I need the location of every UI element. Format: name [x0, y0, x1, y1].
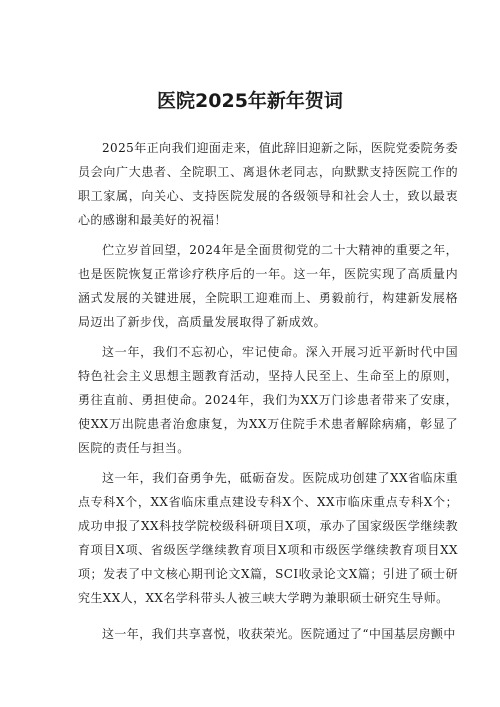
- paragraph-achievements: 这一年，我们奋勇争先，砥砺奋发。医院成功创建了XX省临床重点专科X个，XX省临床重点建设专科X个、XX市临床重点专科X个；成功申报了XX科技学院校级科研项目X项，承办了国家级医学继续教育项目X项、省级医学继续教育项目X项和市级医学继续教育项目XX项；发表了中文核心期刊论文X篇，SCI收录论文X篇；引进了硕士研究生XX人，XX名学科带头人被三峡大学聘为兼职硕士研究生导师。: [78, 471, 458, 605]
- paragraph-mission: 这一年，我们不忘初心，牢记使命。深入开展习近平新时代中国特色社会主义思想主题教育活动，坚持人民至上、生命至上的原则，勇往直前、勇担使命。2024年，我们为XX万门诊患者带来了安康，使XX万出院患者治愈康复，为XX万住院手术患者解除病痛，彰显了医院的责任与担当。: [78, 345, 458, 455]
- document-body: [78, 136, 458, 652]
- paragraph-honors: 这一年，我们共享喜悦，收获荣光。医院通过了“中国基层房颤中: [102, 627, 456, 641]
- paragraph-review: 伫立岁首回望，2024年是全面贯彻党的二十大精神的重要之年，也是医院恢复正常诊疗秩序后的一年。这一年，医院实现了高质量内涵式发展的关键进展，全院职工迎难而上、勇毅前行，构建新发展格局迈出了新步伐，高质量发展取得了新成效。: [78, 243, 458, 329]
- document-title: 医院2025年新年贺词: [157, 90, 343, 112]
- paragraph-greeting: 2025年正向我们迎面走来，值此辞旧迎新之际，医院党委院务委员会向广大患者、全院职工、离退休老同志，向默默支持医院工作的职工家属，向关心、支持医院发展的各级领导和社会人士，致以最衷心的感谢和最美好的祝福！: [78, 141, 458, 227]
